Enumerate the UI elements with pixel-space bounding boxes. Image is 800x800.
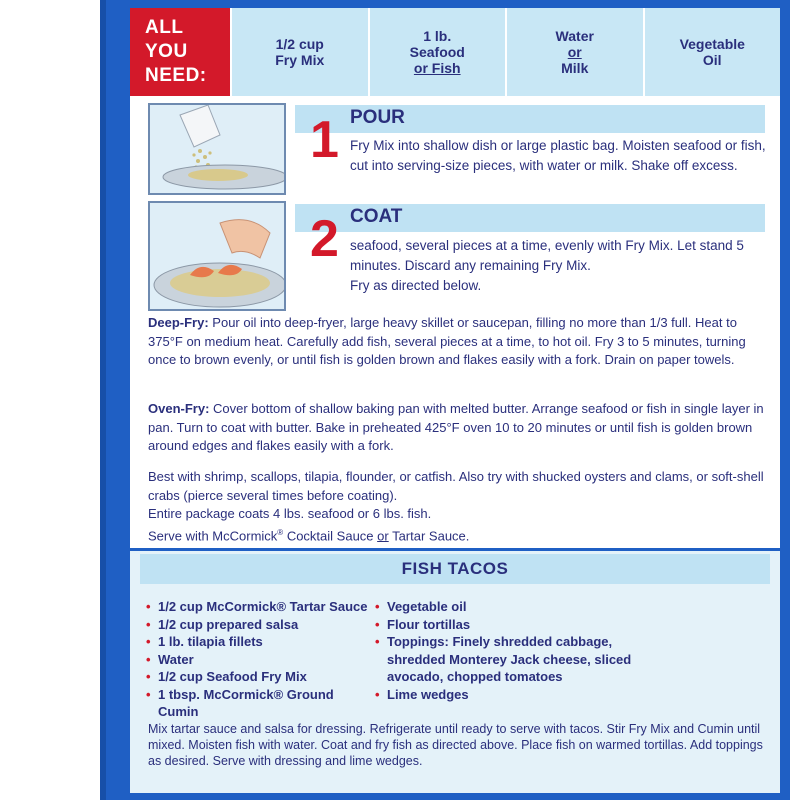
package-edge (100, 0, 106, 800)
need-items (230, 8, 780, 96)
best-with-paragraph: Best with shrimp, scallops, tilapia, flounder, or catfish. Also try with shucked oysters and clams, or soft-shell crabs (pierce several times before coating). (148, 469, 764, 503)
serve-paragraph: Serve with McCormick® Cocktail Sauce or Tartar Sauce. (148, 528, 470, 544)
list-item: • Lime wedges (375, 686, 645, 704)
tacos-ingredients-left (146, 598, 376, 721)
recipe-panel (130, 8, 780, 793)
tacos-ingredients-right (375, 598, 645, 703)
step2-number: 2 (310, 210, 339, 268)
list-item: • Water (146, 651, 376, 669)
list-item: • 1 lb. tilapia fillets (146, 633, 376, 651)
oven-fry-label: Oven-Fry: (148, 401, 210, 416)
need-item-fry-mix: 1/2 cup Fry Mix (230, 8, 368, 96)
oven-fry-paragraph (148, 400, 768, 456)
list-item: • 1/2 cup Seafood Fry Mix (146, 668, 376, 686)
need-item-water-milk: Water or Milk (505, 8, 643, 96)
coverage-paragraph: Entire package coats 4 lbs. seafood or 6 lbs. fish. (148, 506, 432, 521)
step1-number: 1 (310, 111, 339, 169)
deep-fry-label: Deep-Fry: (148, 315, 209, 330)
tacos-directions: Mix tartar sauce and salsa for dressing. Refrigerate until ready to serve with tacos. Stir Fry Mix and Cumin until mixed. Moisten fish with water. Coat and fry fish as directed above. Place fish on warmed tortillas. Add toppings as desired. Serve with dressing and lime wedges. (148, 722, 763, 768)
step2-fry-note: Fry as directed below. (350, 278, 482, 293)
need-item-oil: Vegetable Oil (643, 8, 781, 96)
list-item: • Vegetable oil (375, 598, 645, 616)
step1-body: Fry Mix into shallow dish or large plastic bag. Moisten seafood or fish, cut into serving-size pieces, with water or milk. Shake off excess. (350, 138, 766, 173)
oven-fry-text: Cover bottom of shallow baking pan with melted butter. Arrange seafood or fish in single layer in pan. Turn to coat with butter. Bake in preheated 425°F oven 10 to 20 minutes or until fish is golden brown around edges and flakes easily with a fork. (148, 401, 764, 453)
deep-fry-paragraph (148, 314, 768, 370)
all-you-need-row (130, 8, 780, 96)
need-label-line1: ALL YOU (145, 17, 188, 62)
list-item: • 1/2 cup prepared salsa (146, 616, 376, 634)
list-item: • 1 tbsp. McCormick® Ground Cumin (146, 686, 376, 721)
coat-illustration (148, 201, 286, 311)
list-item: • Flour tortillas (375, 616, 645, 634)
list-item: • 1/2 cup McCormick® Tartar Sauce (146, 598, 376, 616)
step1-title: POUR (350, 107, 405, 128)
step2-body (350, 236, 770, 296)
list-item: • Toppings: Finely shredded cabbage, shredded Monterey Jack cheese, sliced avocado, chopped tomatoes (375, 633, 645, 686)
need-item-seafood: 1 lb. Seafood or Fish (368, 8, 506, 96)
step2-title: COAT (350, 206, 403, 227)
deep-fry-text: Pour oil into deep-fryer, large heavy skillet or saucepan, filling no more than 1/3 full. Heat to 375°F on medium heat. Carefully add fish, several pieces at a time, to hot oil. Fry 3 to 5 minutes, turning once to brown evenly, or until fish is golden brown and flakes easily with a fork. Drain on paper towels. (148, 315, 746, 367)
all-you-need-label (130, 8, 230, 96)
need-label-line2: NEED: (145, 65, 207, 86)
step2-body-text: seafood, several pieces at a time, evenly with Fry Mix. Let stand 5 minutes. Discard any remaining Fry Mix. (350, 238, 744, 273)
fish-tacos-title: FISH TACOS (140, 554, 770, 584)
pour-illustration (148, 103, 286, 195)
